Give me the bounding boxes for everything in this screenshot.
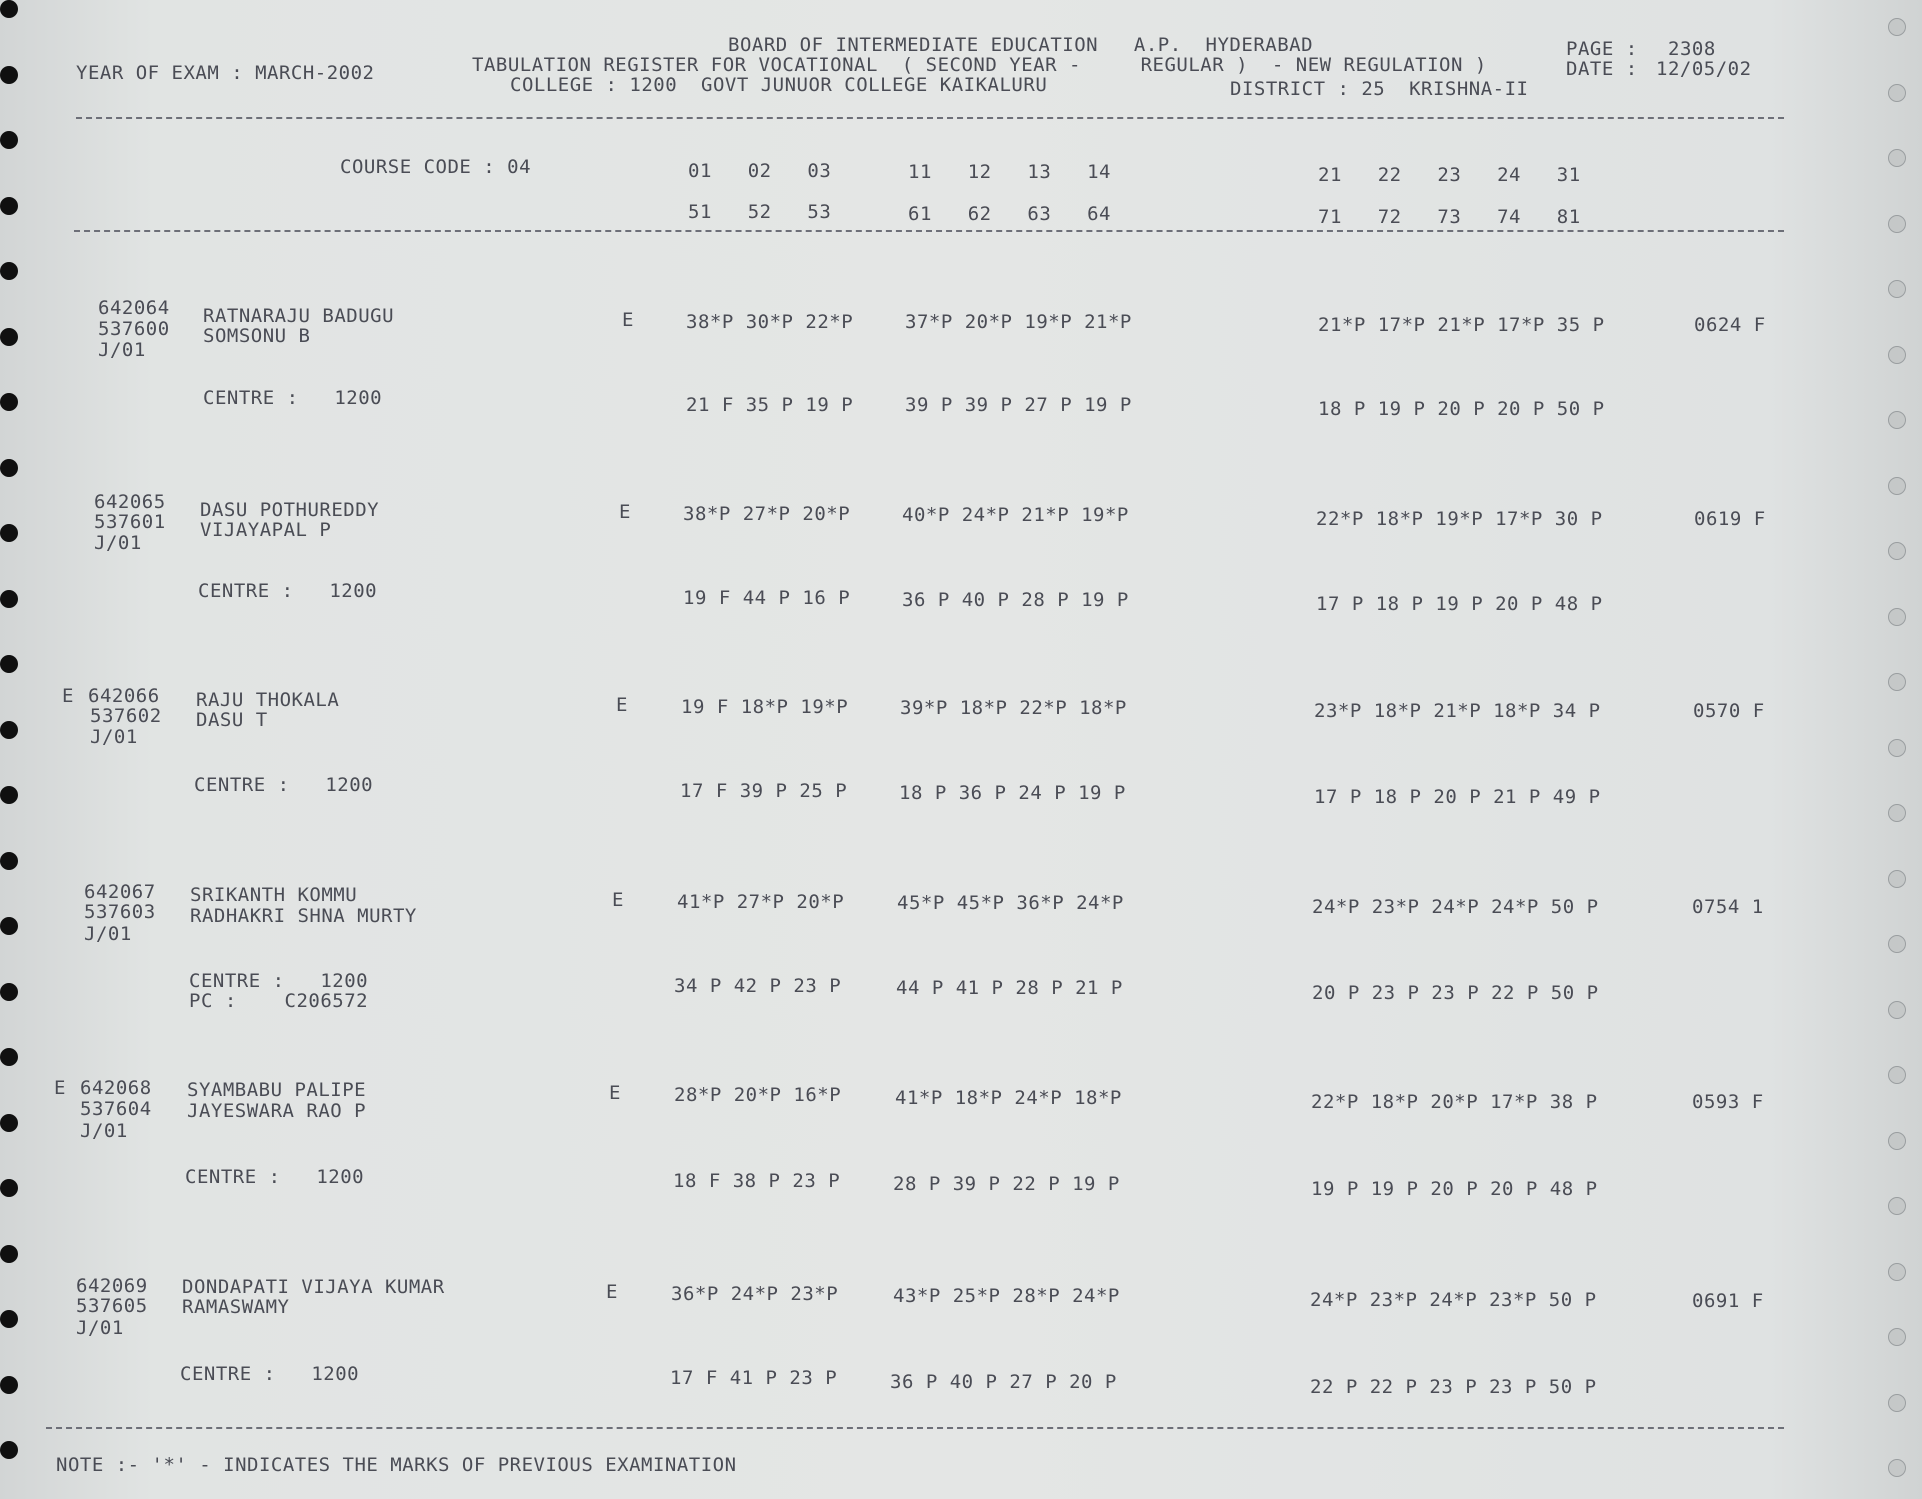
total-result: 0593 F [1692,1091,1764,1113]
marks-row2-group2: 28 P 39 P 22 P 19 P [893,1173,1120,1195]
register-title: TABULATION REGISTER FOR VOCATIONAL ( SECOND YEAR - REGULAR ) - NEW REGULATION ) [472,54,1487,76]
marks-row1-group3: 24*P 23*P 24*P 23*P 50 P [1310,1289,1597,1311]
feed-hole [1888,215,1906,233]
group-code: J/01 [94,532,142,554]
father-name: RAMASWAMY [182,1296,290,1318]
pc-number: PC : C206572 [189,990,369,1012]
marks-row2-group1: 17 F 39 P 25 P [680,780,848,802]
father-name: SOMSONU B [203,325,311,347]
marks-row2-group1: 21 F 35 P 19 P [686,394,854,416]
group-code: J/01 [98,339,146,361]
hall-ticket: 642066 [88,685,160,707]
marks-row2-group1: 34 P 42 P 23 P [674,975,842,997]
page-number: 2308 [1668,38,1716,60]
centre: CENTRE : 1200 [189,970,369,992]
district-line: DISTRICT : 25 KRISHNA-II [1230,78,1529,100]
father-name: DASU T [196,709,268,731]
marks-row1-group3: 22*P 18*P 19*P 17*P 30 P [1316,508,1603,530]
feed-hole [0,197,18,215]
record-flag: E [62,685,74,707]
marks-row1-group1: 41*P 27*P 20*P [677,891,845,913]
registration-number: 537603 [84,901,156,923]
feed-hole [1888,280,1906,298]
marks-row2-group3: 17 P 18 P 20 P 21 P 49 P [1314,786,1601,808]
year-of-exam: YEAR OF EXAM : MARCH-2002 [76,62,375,84]
medium: E [609,1082,621,1104]
medium: E [606,1281,618,1303]
feed-hole [0,262,18,280]
marks-row2-group1: 19 F 44 P 16 P [683,587,851,609]
group-code: J/01 [80,1120,128,1142]
date-value: 12/05/02 [1656,58,1752,80]
feed-hole [1888,149,1906,167]
marks-row2-group2: 39 P 39 P 27 P 19 P [905,394,1132,416]
medium: E [616,694,628,716]
total-result: 0691 F [1692,1290,1764,1312]
centre: CENTRE : 1200 [198,580,378,602]
board-title: BOARD OF INTERMEDIATE EDUCATION A.P. HYDERABAD [728,34,1314,56]
column-codes-row2-group2: 61 62 63 64 [908,203,1111,225]
total-result: 0570 F [1693,700,1765,722]
student-name: DONDAPATI VIJAYA KUMAR [182,1276,445,1298]
centre: CENTRE : 1200 [180,1363,360,1385]
marks-row2-group1: 18 F 38 P 23 P [673,1170,841,1192]
centre: CENTRE : 1200 [203,387,383,409]
marks-row2-group2: 18 P 36 P 24 P 19 P [899,782,1126,804]
marks-row2-group1: 17 F 41 P 23 P [670,1367,838,1389]
father-name: RADHAKRI SHNA MURTY [190,905,417,927]
registration-number: 537605 [76,1295,148,1317]
marks-row2-group2: 36 P 40 P 28 P 19 P [902,589,1129,611]
page-label: PAGE : [1566,38,1638,60]
marks-row2-group3: 22 P 22 P 23 P 23 P 50 P [1310,1376,1597,1398]
marks-row1-group2: 39*P 18*P 22*P 18*P [900,697,1127,719]
marks-row1-group2: 41*P 18*P 24*P 18*P [895,1087,1122,1109]
student-record [0,491,1922,681]
hall-ticket: 642064 [98,297,170,319]
hall-ticket: 642068 [80,1077,152,1099]
student-record [0,1077,1922,1267]
medium: E [619,501,631,523]
marks-row2-group3: 20 P 23 P 23 P 22 P 50 P [1312,982,1599,1004]
student-name: RAJU THOKALA [196,689,340,711]
marks-row1-group2: 37*P 20*P 19*P 21*P [905,311,1132,333]
marks-row1-group1: 38*P 27*P 20*P [683,503,851,525]
total-result: 0754 1 [1692,896,1764,918]
marks-row1-group2: 40*P 24*P 21*P 19*P [902,504,1129,526]
total-result: 0619 F [1694,508,1766,530]
student-name: DASU POTHUREDDY [200,499,380,521]
centre: CENTRE : 1200 [185,1166,365,1188]
feed-hole [0,66,18,84]
marks-row1-group1: 36*P 24*P 23*P [671,1283,839,1305]
feed-hole [1888,18,1906,36]
feed-hole [0,0,18,18]
marks-row1-group3: 23*P 18*P 21*P 18*P 34 P [1314,700,1601,722]
column-codes-row1-group3: 21 22 23 24 31 [1318,164,1581,186]
student-record [0,1273,1922,1463]
marks-row1-group3: 21*P 17*P 21*P 17*P 35 P [1318,314,1605,336]
group-code: J/01 [84,923,132,945]
registration-number: 537602 [90,705,162,727]
column-codes-row2-group1: 51 52 53 [688,201,832,223]
registration-number: 537604 [80,1098,152,1120]
marks-row2-group3: 18 P 19 P 20 P 20 P 50 P [1318,398,1605,420]
student-name: SRIKANTH KOMMU [190,884,358,906]
medium: E [622,309,634,331]
feed-hole [1888,84,1906,102]
hall-ticket: 642067 [84,881,156,903]
marks-row1-group2: 43*P 25*P 28*P 24*P [893,1285,1120,1307]
registration-number: 537600 [98,318,170,340]
hall-ticket: 642065 [94,491,166,513]
group-code: J/01 [90,726,138,748]
college-line: COLLEGE : 1200 GOVT JUNUOR COLLEGE KAIKALURU [510,74,1048,96]
footer-divider [46,1427,1784,1429]
total-result: 0624 F [1694,314,1766,336]
marks-row2-group2: 44 P 41 P 28 P 21 P [896,977,1123,999]
student-name: RATNARAJU BADUGU [203,305,395,327]
column-codes-row1-group1: 01 02 03 [688,160,832,182]
group-code: J/01 [76,1317,124,1339]
marks-row2-group2: 36 P 40 P 27 P 20 P [890,1371,1117,1393]
marks-row1-group3: 22*P 18*P 20*P 17*P 38 P [1311,1091,1598,1113]
footer-note: NOTE :- '*' - INDICATES THE MARKS OF PREVIOUS EXAMINATION [56,1454,737,1476]
marks-row2-group3: 17 P 18 P 19 P 20 P 48 P [1316,593,1603,615]
header-divider [76,117,1784,119]
feed-hole [0,131,18,149]
student-record [0,685,1922,875]
marks-row1-group1: 38*P 30*P 22*P [686,311,854,333]
marks-row2-group3: 19 P 19 P 20 P 20 P 48 P [1311,1178,1598,1200]
student-record [0,881,1922,1071]
column-codes-row1-group2: 11 12 13 14 [908,161,1111,183]
date-label: DATE : [1566,58,1638,80]
registration-number: 537601 [94,511,166,533]
marks-row1-group1: 28*P 20*P 16*P [674,1084,842,1106]
marks-row1-group1: 19 F 18*P 19*P [681,696,849,718]
marks-row1-group2: 45*P 45*P 36*P 24*P [897,892,1124,914]
medium: E [612,889,624,911]
column-codes-row2-group3: 71 72 73 74 81 [1318,206,1581,228]
marks-row1-group3: 24*P 23*P 24*P 24*P 50 P [1312,896,1599,918]
column-header-divider [74,230,1784,232]
father-name: JAYESWARA RAO P [187,1100,367,1122]
centre: CENTRE : 1200 [194,774,374,796]
record-flag: E [54,1077,66,1099]
student-name: SYAMBABU PALIPE [187,1079,367,1101]
hall-ticket: 642069 [76,1275,148,1297]
course-code: COURSE CODE : 04 [340,156,532,178]
student-record [0,297,1922,487]
father-name: VIJAYAPAL P [200,519,332,541]
